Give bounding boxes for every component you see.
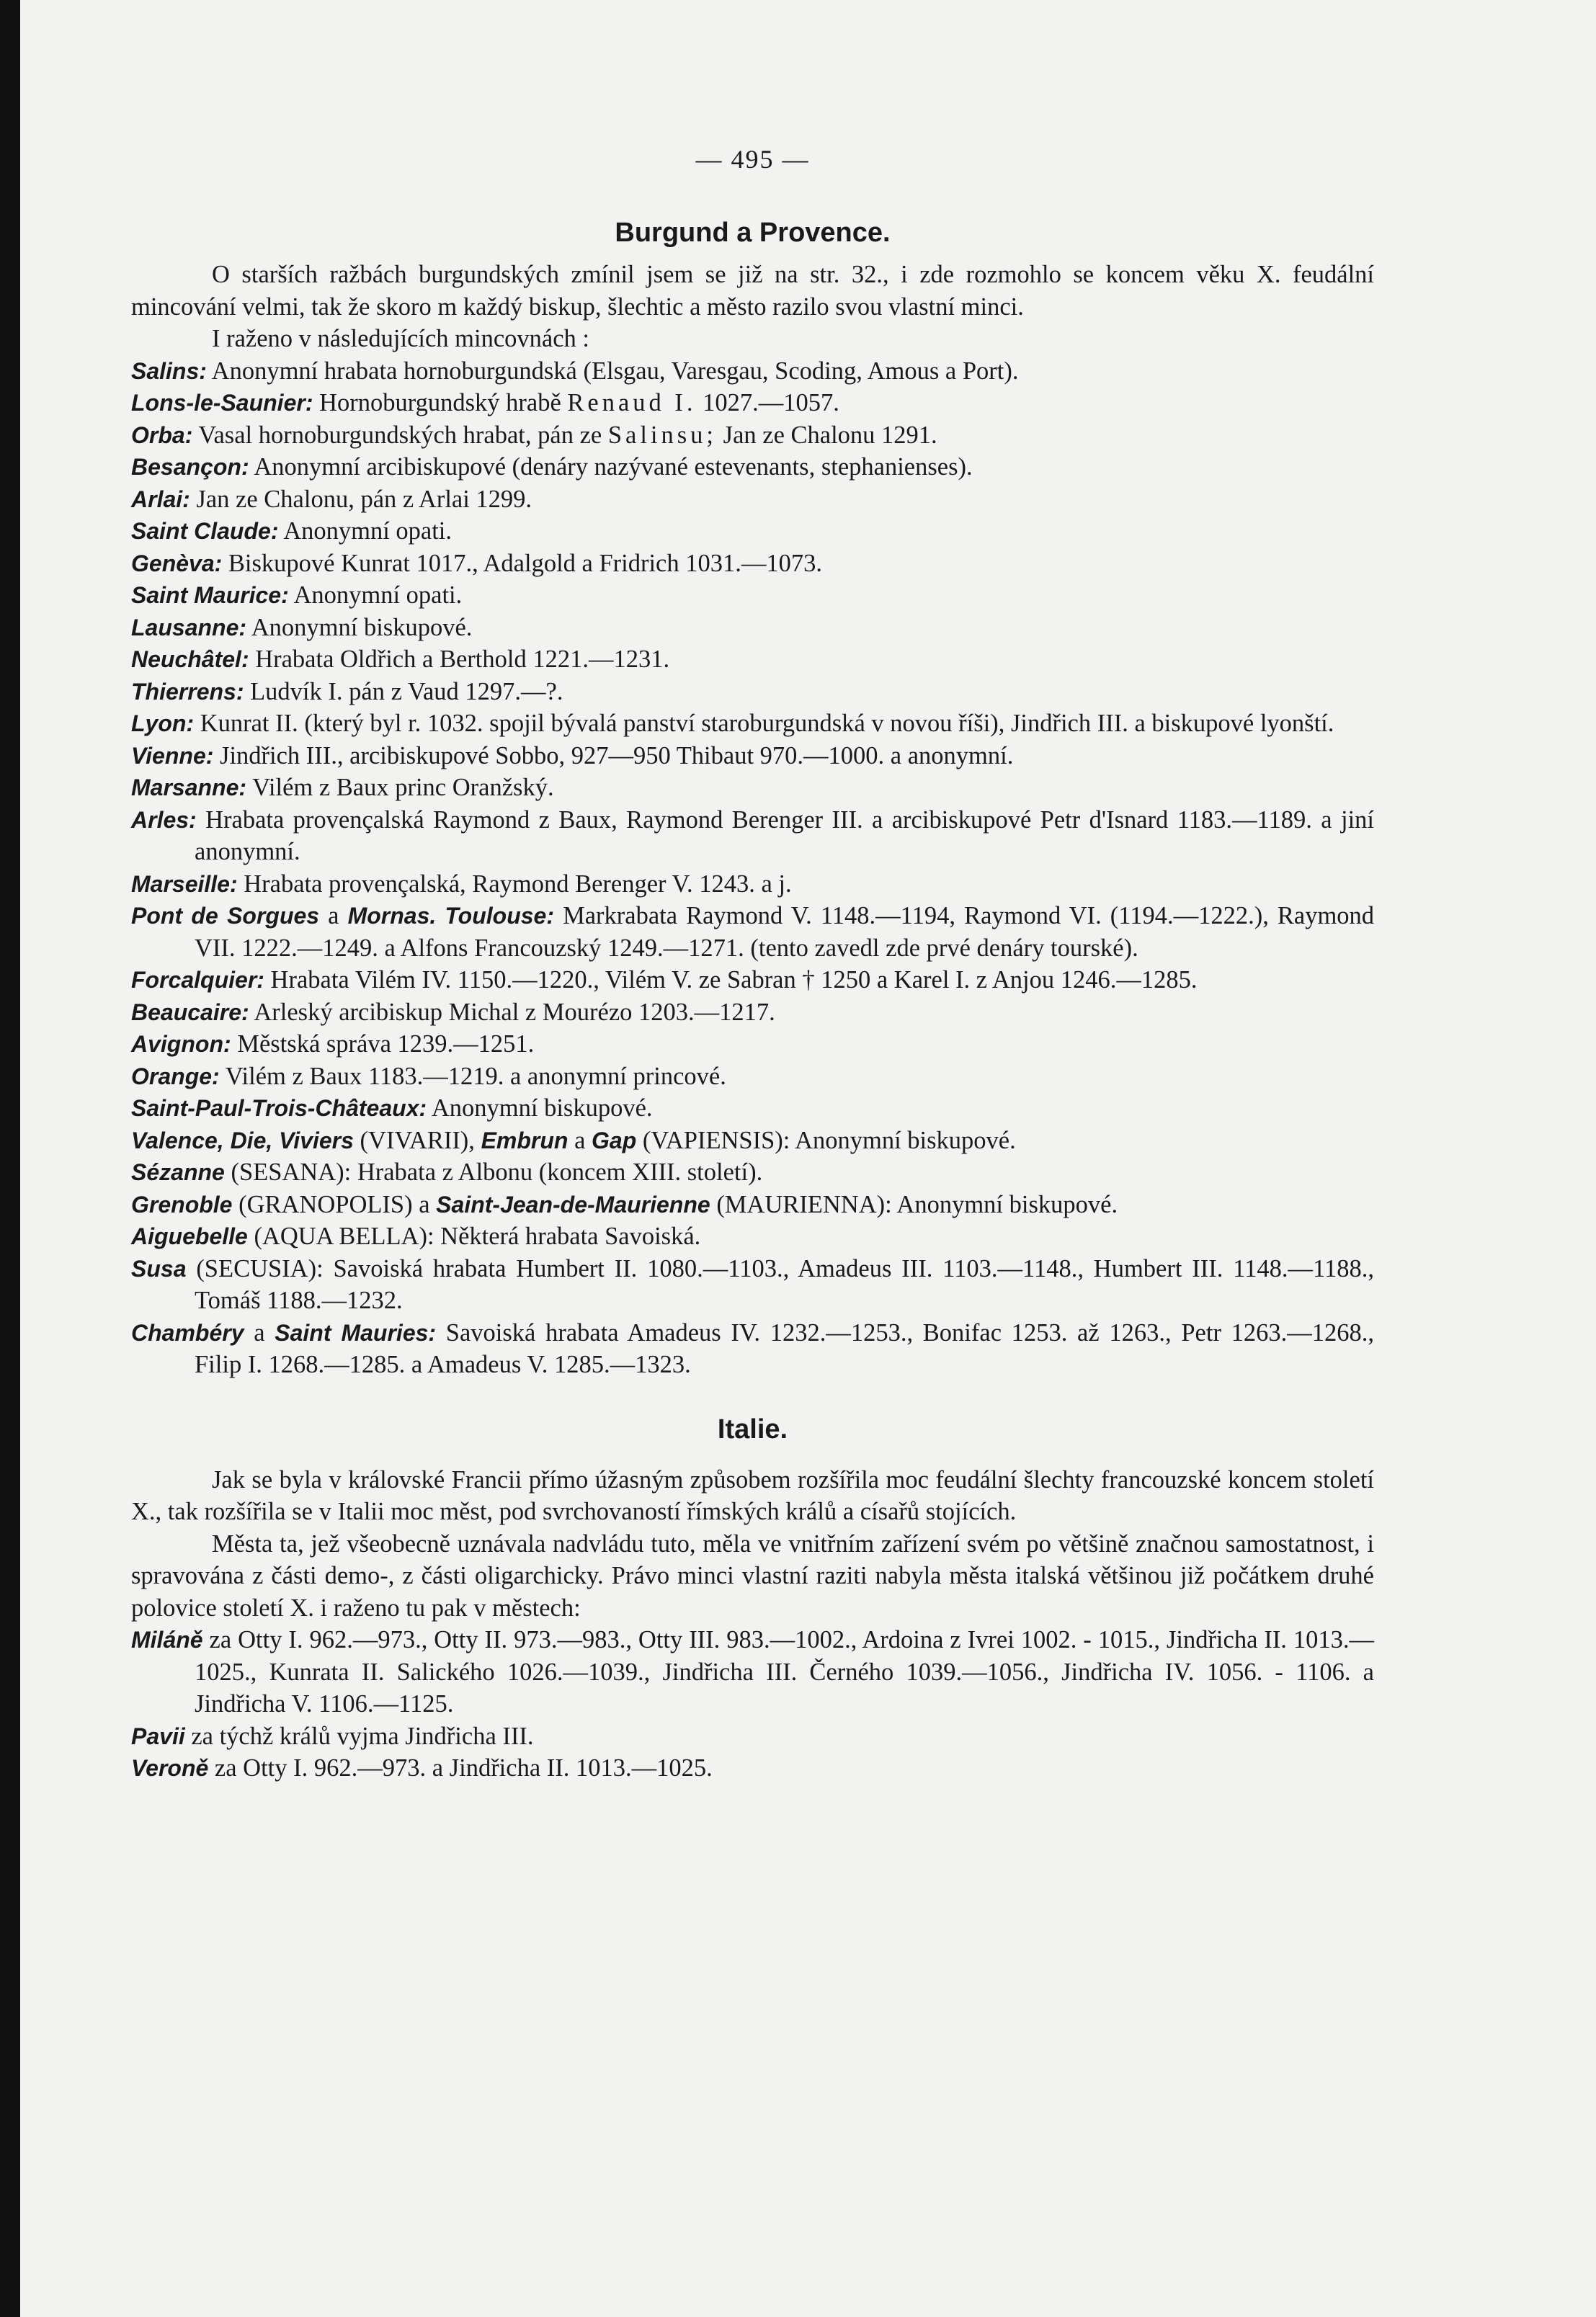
mint-text: Vilém z Baux 1183.—1219. a anonymní princové.: [225, 1062, 726, 1090]
intro-paragraph: O starších ražbách burgundských zmínil jsem se již na str. 32., i zde rozmohlo se koncem věku X. feudální mincování velmi, tak že skoro m každý biskup, šlechtic a město razilo svou vlastní minci.: [131, 261, 1374, 321]
mint-text: Anonymní hrabata hornoburgundská (Elsgau, Varesgau, Scoding, Amous a Port).: [211, 357, 1019, 385]
mint-place-3: Gap: [592, 1127, 637, 1153]
mint-entry: [131, 868, 1374, 901]
mint-text: Markrabata Raymond V. 1148.—1194, Raymond VI. (1194.—1222.), Raymond VII. 1222.—1249. a Alfons Francouzský 1249.—1271. (tento zavedl zde prvé denáry tourské).: [195, 902, 1375, 962]
mint-text: Jindřich III., arcibiskupové Sobbo, 927—950 Thibaut 970.—1000. a anonymní.: [220, 741, 1014, 769]
mint-place: Pont de Sorgues: [131, 903, 320, 929]
mint-text: Biskupové Kunrat 1017., Adalgold a Fridrich 1031.—1073.: [228, 549, 822, 577]
mint-place-2: Saint-Jean-de-Maurienne: [436, 1191, 710, 1218]
mint-entry: [131, 483, 1374, 516]
mint-text: Vasal hornoburgundských hrabat, pán ze: [198, 421, 602, 449]
mint-text: Ludvík I. pán z Vaud 1297.—?.: [250, 677, 563, 705]
mint-entry: [131, 740, 1374, 772]
mint-place: Arles:: [131, 806, 197, 833]
mint-entry: [131, 707, 1374, 740]
mint-entry: [131, 964, 1374, 996]
mint-text: (AQUA BELLA): Některá hrabata Savoiská.: [254, 1223, 701, 1250]
mint-text-2: Jan ze Chalonu 1291.: [723, 421, 937, 449]
italie-paragraph-2: Města ta, jež všeobecně uznávala nadvládu tuto, měla ve vnitřním zařízení svém po většině značnou samostatnost, i spravována z části demo-, z části oligarchicky. Právo minci vlastní raziti nabyla města italská většinou již počátkem druhé polovice století X. i raženo tu pak v městech:: [131, 1530, 1374, 1622]
mint-place: Besançon:: [131, 454, 249, 480]
mint-entry: [131, 387, 1374, 419]
mint-text: Kunrat II. (který byl r. 1032. spojil bývalá panství staroburgundská v novou říši), Jindřich III. a biskupové lyonští.: [200, 710, 1334, 737]
mint-place: Aiguebelle: [131, 1223, 248, 1249]
italie-paragraph-1: Jak se byla v královské Francii přímo úžasným způsobem rozšířila moc feudální šlechty francouzské koncem století X., tak rozšířila se v Italii moc měst, pod svrchovaností římských králů a císařů stojících.: [131, 1465, 1374, 1525]
mint-text: Anonymní opati.: [283, 517, 453, 545]
mint-text: Anonymní opati.: [293, 581, 463, 609]
mint-place: Vienne:: [131, 742, 214, 769]
mint-text: Městská správa 1239.—1251.: [237, 1030, 535, 1058]
mint-place: Genèva:: [131, 550, 223, 576]
mint-entry: [131, 1061, 1374, 1093]
mint-text: Hrabata Vilém IV. 1150.—1220., Vilém V. ze Sabran † 1250 a Karel I. z Anjou 1246.—1285.: [270, 966, 1198, 994]
mint-text: (GRANOPOLIS) a: [238, 1190, 430, 1218]
mint-text: (VIVARII),: [360, 1126, 475, 1154]
mint-entry: [131, 1189, 1374, 1221]
mint-text: Savoiská hrabata Amadeus IV. 1232.—1253., Bonifac 1253. až 1263., Petr 1263.—1268., Filip I. 1268.—1285. a Amadeus V. 1285.—1323.: [195, 1318, 1375, 1378]
mint-entry: [131, 1156, 1374, 1189]
mint-entry: [131, 996, 1374, 1029]
mint-place: Lons-le-Saunier:: [131, 390, 313, 416]
mint-entry: [131, 1092, 1374, 1125]
mint-entry: [131, 804, 1374, 868]
mint-place: Thierrens:: [131, 678, 244, 705]
mint-conj: a: [328, 902, 339, 929]
mint-place: Forcalquier:: [131, 967, 264, 993]
mint-entry: [131, 419, 1374, 452]
mint-place: Avignon:: [131, 1031, 231, 1057]
mint-place-3: Toulouse:: [445, 903, 554, 929]
city-entry: [131, 1752, 1374, 1785]
mint-place-2: Mornas.: [347, 903, 437, 929]
mint-entry: [131, 451, 1374, 483]
mint-text: Anonymní biskupové.: [431, 1094, 653, 1122]
mint-place: Neuchâtel:: [131, 646, 249, 672]
mint-place: Susa: [131, 1255, 187, 1282]
mint-entry: [131, 772, 1374, 804]
mint-entry: [131, 579, 1374, 612]
mint-conj: a: [254, 1318, 265, 1347]
city-name: Miláně: [131, 1627, 203, 1653]
mint-place: Orba:: [131, 421, 193, 448]
mint-entry: [131, 515, 1374, 548]
mint-place: Beaucaire:: [131, 999, 249, 1025]
mint-place: Marsanne:: [131, 774, 247, 800]
mint-place: Saint Claude:: [131, 518, 279, 544]
section-title-burgund: Burgund a Provence.: [615, 218, 891, 248]
mint-entry: [131, 548, 1374, 580]
mint-entry: [131, 676, 1374, 708]
mint-place: Orange:: [131, 1063, 220, 1089]
mint-place: Marseille:: [131, 870, 238, 897]
mint-text: Hornoburgundský hrabě: [319, 389, 561, 416]
mint-place: Valence, Die, Viviers: [131, 1127, 354, 1153]
mint-place-2: Saint Mauries:: [275, 1319, 437, 1346]
mint-text: Vilém z Baux princ Oranžský.: [252, 774, 554, 801]
city-text: za Otty I. 962.—973., Otty II. 973.—983., Otty III. 983.—1002., Ardoina z Ivrei 1002. - 1015., Jindřicha II. 1013.—1025., Kunrata II. Salického 1026.—1039., Jindřicha III. Černého 1039.—1056., Jindřicha IV. 1056. - 1106. a Jindřicha V. 1106.—1125.: [195, 1626, 1375, 1718]
mint-place: Saint Maurice:: [131, 582, 289, 608]
mint-text: Hrabata provençalská Raymond z Baux, Raymond Berenger III. a arcibiskupové Petr d'Isnard 1183.—1189. a jiní anonymní.: [195, 805, 1374, 865]
mint-entry: [131, 900, 1374, 964]
mint-place: Chambéry: [131, 1319, 244, 1346]
city-name: Veroně: [131, 1755, 209, 1781]
city-name: Pavii: [131, 1723, 185, 1749]
mint-text-2: (MAURIENNA): Anonymní biskupové.: [716, 1190, 1118, 1218]
mint-text: Hrabata provençalská, Raymond Berenger V. 1243. a j.: [244, 870, 792, 898]
mint-place: Saint-Paul-Trois-Châteaux:: [131, 1095, 427, 1121]
mint-entry: [131, 1317, 1374, 1381]
mint-entry: [131, 1125, 1374, 1157]
city-entry: [131, 1624, 1374, 1720]
page: [20, 0, 1596, 2317]
page-content: [131, 144, 1374, 1785]
mint-text: Anonymní arcibiskupové (denáry nazývané estevenants, stephanienses).: [254, 453, 973, 481]
mint-entry: [131, 643, 1374, 676]
mint-place: Salins:: [131, 357, 207, 384]
mint-place: Grenoble: [131, 1191, 233, 1218]
mint-entry: [131, 1253, 1374, 1317]
spaced-name: Renaud I.: [567, 389, 697, 416]
intro-paragraph-2: I raženo v následujících mincovnách :: [212, 325, 590, 352]
mint-place-2: Embrun: [481, 1127, 569, 1153]
mint-entry: [131, 1028, 1374, 1061]
mint-text-2: 1027.—1057.: [703, 389, 839, 416]
mint-text: Anonymní biskupové.: [251, 613, 473, 641]
city-entry: [131, 1720, 1374, 1753]
mint-entry: [131, 1220, 1374, 1253]
city-text: za týchž králů vyjma Jindřicha III.: [191, 1722, 534, 1750]
mint-place: Sézanne: [131, 1159, 225, 1185]
mint-entry: [131, 612, 1374, 644]
mint-place: Lyon:: [131, 710, 195, 736]
mint-place: Arlai:: [131, 486, 190, 512]
mint-text: Arleský arcibiskup Michal z Mourézo 1203.—1217.: [254, 998, 775, 1026]
mint-place: Lausanne:: [131, 614, 247, 640]
mint-text: Jan ze Chalonu, pán z Arlai 1299.: [196, 485, 532, 513]
page-number: — 495 —: [695, 145, 810, 174]
mint-entry: [131, 355, 1374, 388]
mint-text-2: (VAPIENSIS): Anonymní biskupové.: [642, 1126, 1016, 1154]
mint-text: Hrabata Oldřich a Berthold 1221.—1231.: [255, 646, 670, 673]
mint-conj: a: [574, 1126, 586, 1154]
mint-text: (SESANA): Hrabata z Albonu (koncem XIII. století).: [231, 1158, 763, 1186]
spaced-name: Salinsu;: [607, 421, 718, 449]
mint-text: (SECUSIA): Savoiská hrabata Humbert II. 1080.—1103., Amadeus III. 1103.—1148., Humbert III. 1148.—1188., Tomáš 1188.—1232.: [195, 1254, 1375, 1314]
section-title-italie: Italie.: [717, 1414, 788, 1445]
city-text: za Otty I. 962.—973. a Jindřicha II. 1013.—1025.: [214, 1754, 713, 1782]
